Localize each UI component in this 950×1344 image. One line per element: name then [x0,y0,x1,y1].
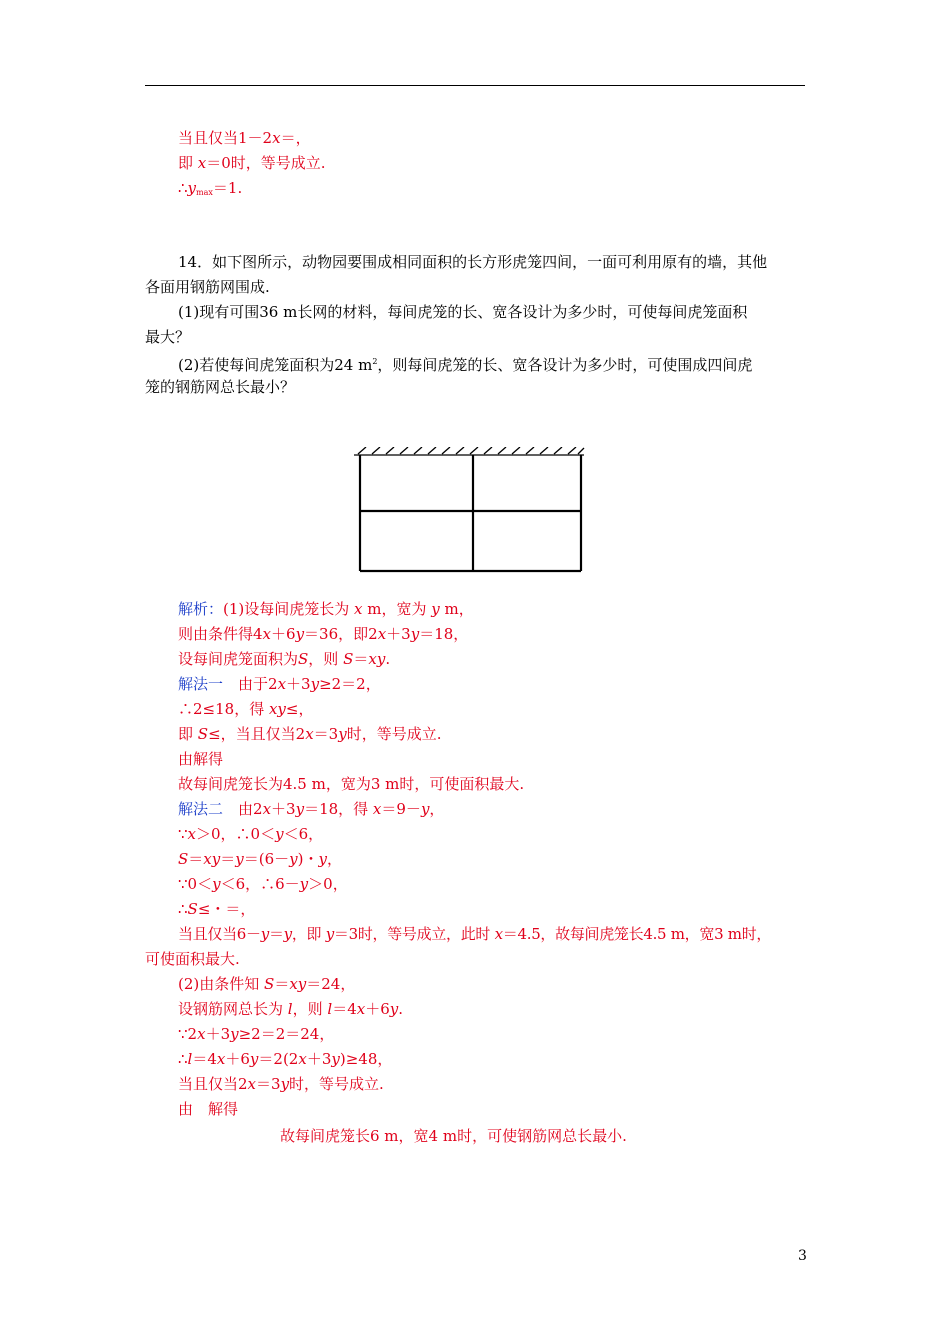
solution-line: 可使面积最大. [145,950,240,968]
solution-line: 故每间虎笼长6 m，宽4 m时，可使钢筋网总长最小. [280,1127,627,1145]
solution-line: ∵0＜y＜6，∴6－y＞0， [178,875,348,893]
solution-line: 当且仅当2x＝3y时，等号成立. [178,1075,384,1093]
problem-line: 最大？ [145,328,191,346]
solution-line [178,599,474,619]
solution-line: ∴l＝4x＋6y＝2(2x＋3y)≥48， [178,1050,393,1068]
text: m， [439,600,474,618]
solution-line: (2)由条件知 S＝xy＝24， [178,975,356,993]
method-label: 解法一 [178,675,224,693]
solution-line: 即 S≤，当且仅当2x＝3y时，等号成立. [178,725,442,743]
solution-line: 设每间虎笼面积为S，则 S＝xy. [178,650,391,668]
solution-line: 则由条件得4x＋6y＝36，即2x＋3y＝18， [178,625,469,643]
var: x [272,129,281,147]
solution-line: 设钢筋网总长为 l，则 l＝4x＋6y. [178,1000,404,1018]
subscript: max [196,188,213,197]
text-line [178,128,311,148]
text: m，宽为 [362,600,432,618]
text: ＝0时，等号成立. [206,154,326,172]
solution-line: 由解得 [178,750,224,768]
solution-line: 故每间虎笼长为4.5 m，宽为3 m时，可使面积最大. [178,775,525,793]
problem-line: 笼的钢筋网总长最小？ [145,378,296,396]
superscript: 2 [372,357,378,366]
problem-line: 各面用钢筋网围成. [145,278,270,296]
cage-grid [360,455,581,571]
text: (2)若使每间虎笼面积为24 m [178,356,373,374]
problem-line: 14．如下图所示，动物园要围成相同面积的长方形虎笼四间，一面可利用原有的墙，其他 [178,253,768,271]
solution-line: 解法一 由于2x＋3y≥2＝2， [178,675,381,693]
solution-line: 解法二 由2x＋3y＝18，得 x＝9－y， [178,800,445,818]
header-rule [145,85,805,86]
text: ＝， [280,129,311,147]
text-line [178,153,326,173]
solution-line: ∴2≤18，得 xy≤， [178,700,314,718]
text: 即 [178,154,198,172]
method-label: 解法二 [178,800,224,818]
wall-hatching [354,447,584,455]
cage-diagram [352,447,587,577]
text: 当且仅当1－2 [178,129,273,147]
var: y [431,600,440,618]
solution-label: 解析： [178,600,224,618]
text: ∴ [178,179,188,197]
solution-line: 由 解得 [178,1100,239,1118]
text: ＝1. [212,179,243,197]
solution-line: S＝xy＝y＝(6－y)・y， [178,850,342,868]
problem-line [178,352,752,375]
var: y [187,179,197,197]
var: x [354,600,363,618]
text-line [178,178,242,203]
solution-line: 当且仅当6－y＝y，即 y＝3时，等号成立，此时 x＝4.5，故每间虎笼长4.5 m，宽3 m时， [178,925,772,943]
solution-line: ∵x＞0，∴0＜y＜6， [178,825,324,843]
page-number: 3 [798,1248,807,1264]
text: (1)设每间虎笼长为 [223,600,355,618]
solution-line: ∵2x＋3y≥2＝2＝24， [178,1025,335,1043]
solution-line: ∴S≤・＝， [178,900,256,918]
var: x [197,154,207,172]
text: ，则每间虎笼的长、宽各设计为多少时，可使围成四间虎 [377,356,753,374]
problem-line: (1)现有可围36 m长网的材料，每间虎笼的长、宽各设计为多少时，可使每间虎笼面积 [178,303,748,321]
